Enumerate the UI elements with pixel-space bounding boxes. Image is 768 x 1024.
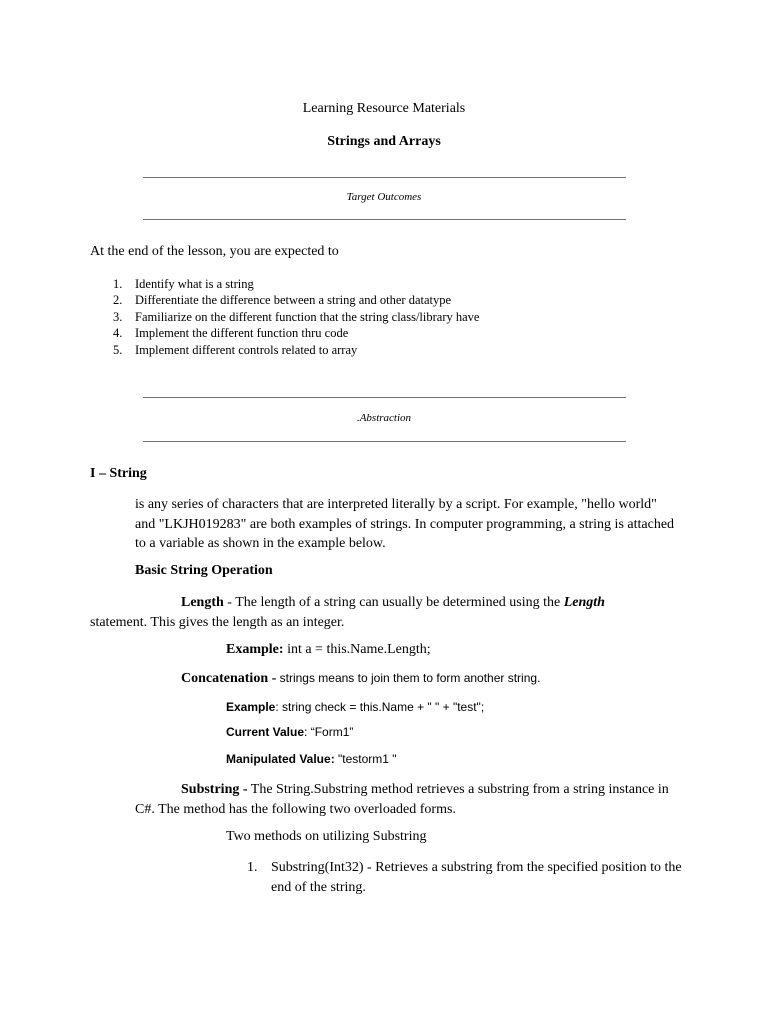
substring-methods-list	[247, 858, 687, 897]
list-number: 5.	[113, 342, 123, 357]
concatenation-text: strings means to join them to form another string.	[276, 671, 541, 685]
section-heading: I – String	[90, 466, 147, 481]
list-text: Substring(Int32) - Retrieves a substring from the specified position to the end of the string.	[271, 860, 682, 895]
target-outcomes-label: Target Outcomes	[346, 191, 422, 203]
divider-line	[143, 441, 626, 442]
length-paragraph	[90, 593, 650, 632]
concatenation-paragraph	[181, 671, 540, 687]
list-number: 1.	[247, 860, 258, 875]
list-item	[113, 276, 479, 292]
example-code: int a = this.Name.Length;	[283, 642, 431, 657]
length-keyword: Length	[563, 595, 605, 610]
list-item	[247, 858, 687, 897]
document-subtitle: Strings and Arrays	[327, 134, 441, 149]
example-code: : string check = this.Name + " " + "test";	[275, 700, 485, 714]
list-number: 2.	[113, 293, 123, 308]
example-label: Example:	[226, 642, 284, 657]
divider-line	[143, 219, 626, 220]
list-text: Identify what is a string	[135, 277, 254, 291]
current-value-text: : “Form1”	[304, 725, 354, 739]
list-text: Implement the different function thru code	[135, 326, 349, 341]
substring-paragraph	[135, 780, 675, 819]
string-definition: is any series of characters that are interpreted literally by a script. For example, "hello world" and "LKJH019283" are both examples of strings. In computer programming, a string is attached to a variable as shown in the example below.	[135, 497, 675, 551]
example-label: Example	[226, 700, 276, 714]
list-text: Differentiate the difference between a string and other datatype	[135, 293, 452, 308]
document-title: Learning Resource Materials	[302, 101, 466, 116]
length-text: - The length of a string can usually be determined using the	[223, 595, 564, 610]
outcomes-list	[113, 276, 479, 358]
list-number: 1.	[113, 277, 123, 291]
list-item	[113, 325, 479, 341]
substring-text: The String.Substring method retrieves a substring from a string instance in C#. The method has the following two overloaded forms.	[135, 782, 669, 817]
list-number: 4.	[113, 326, 123, 341]
current-value	[226, 725, 353, 739]
list-text: Implement different controls related to array	[135, 342, 358, 357]
list-item	[113, 309, 479, 325]
concatenation-example	[226, 700, 484, 714]
list-item	[113, 292, 479, 308]
basic-operation-heading: Basic String Operation	[135, 563, 273, 578]
divider-line	[143, 397, 626, 398]
substring-term: Substring -	[181, 782, 248, 797]
length-example	[226, 642, 431, 658]
divider-line	[143, 177, 626, 178]
abstraction-label: .Abstraction	[356, 412, 412, 424]
manipulated-value-text: "testorm1 "	[334, 752, 397, 766]
list-number: 3.	[113, 309, 123, 324]
length-term: Length	[181, 595, 224, 610]
list-item	[113, 342, 479, 358]
current-value-label: Current Value	[226, 725, 305, 739]
list-text: Familiarize on the different function that the string class/library have	[135, 309, 480, 324]
outcomes-intro: At the end of the lesson, you are expected to	[90, 244, 339, 259]
manipulated-value	[226, 752, 397, 766]
manipulated-value-label: Manipulated Value:	[226, 752, 335, 766]
substring-methods-intro: Two methods on utilizing Substring	[226, 829, 427, 844]
length-text-after: statement. This gives the length as an integer.	[90, 614, 345, 630]
concatenation-term: Concatenation -	[181, 671, 277, 686]
